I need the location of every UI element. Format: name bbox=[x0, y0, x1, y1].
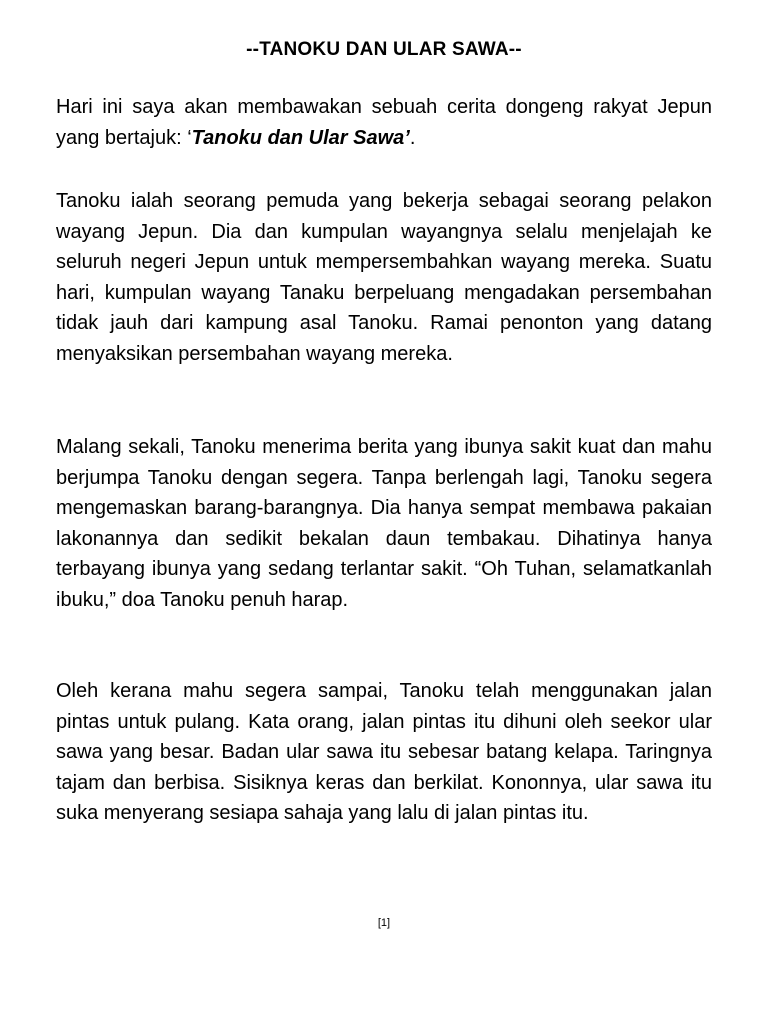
paragraph-3: Malang sekali, Tanoku menerima berita yang ibunya sakit kuat dan mahu berjumpa Tanoku dengan segera. Tanpa berlengah lagi, Tanoku segera mengemaskan barang-barangnya. Dia hanya sempat membawa pakaian lakonannya dan sedikit bekalan daun tembakau. Dihatinya hanya terbayang ibunya yang sedang terlantar sakit. “Oh Tuhan, selamatkanlah ibuku,” doa Tanoku penuh harap. bbox=[56, 436, 712, 611]
intro-text: Hari ini saya akan membawakan sebuah cerita dongeng rakyat Jepun yang bertajuk: ‘ bbox=[56, 96, 712, 149]
story-title-emphasis: Tanoku dan Ular Sawa’ bbox=[191, 126, 410, 149]
paragraph-2: Tanoku ialah seorang pemuda yang bekerja sebagai seorang pelakon wayang Jepun. Dia dan kumpulan wayangnya selalu menjelajah ke seluruh negeri Jepun untuk mempersembahkan wayang mereka. Suatu hari, kumpulan wayang Tanaku berpeluang mengadakan persembahan tidak jauh dari kampung asal Tanoku. Ramai penonton yang datang menyaksikan persembahan wayang mereka. bbox=[56, 190, 712, 365]
intro-period: . bbox=[409, 126, 416, 149]
paragraph-intro bbox=[56, 92, 712, 153]
page-number: [1] bbox=[377, 917, 391, 929]
paragraph-4: Oleh kerana mahu segera sampai, Tanoku telah menggunakan jalan pintas untuk pulang. Kata orang, jalan pintas itu dihuni oleh seekor ular sawa yang besar. Badan ular sawa itu sebesar batang kelapa. Taringnya tajam dan berbisa. Sisiknya keras dan berkilat. Kononnya, ular sawa itu suka menyerang sesiapa sahaja yang lalu di jalan pintas itu. bbox=[56, 680, 712, 824]
document-title: --TANOKU DAN ULAR SAWA-- bbox=[246, 39, 522, 60]
